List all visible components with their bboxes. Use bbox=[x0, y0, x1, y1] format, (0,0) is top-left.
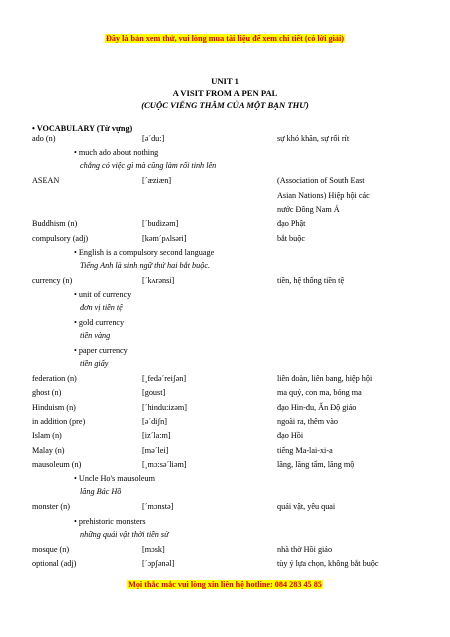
entry-meaning: lăng, lăng tẩm, lăng mộ bbox=[277, 459, 355, 469]
entry-pronunciation: [kəm´pʌlsəri] bbox=[142, 233, 187, 243]
entry-word: Islam (n) bbox=[32, 431, 62, 441]
entry-pronunciation: [mɔsk] bbox=[142, 544, 165, 554]
entry-word: optional (adj) bbox=[32, 558, 77, 568]
entry-meaning: tiếng Ma-lai-xi-a bbox=[277, 445, 333, 455]
entry-pronunciation: [mə´lei] bbox=[142, 445, 169, 455]
unit-heading: UNIT 1 bbox=[211, 76, 239, 86]
entry-meaning: nhà thờ Hồi giáo bbox=[277, 544, 333, 554]
entry-meaning: tùy ý lựa chọn, không bắt buộc bbox=[277, 558, 379, 568]
example-translation-text: đơn vị tiền tệ bbox=[80, 303, 123, 313]
entry-meaning: quái vật, yêu quai bbox=[277, 502, 336, 512]
example-text: • prehistoric monsters bbox=[74, 516, 146, 526]
entry-word: mausoleum (n) bbox=[32, 459, 82, 469]
entry-meaning: bắt buộc bbox=[277, 233, 305, 243]
entry-meaning: đạo Hồi bbox=[277, 431, 304, 441]
entry-meaning: ngoài ra, thêm vào bbox=[277, 417, 338, 426]
entry-word: ASEAN bbox=[32, 176, 60, 186]
lesson-subtitle: (CUỘC VIẾNG THĂM CỦA MỘT BẠN THƯ) bbox=[141, 100, 309, 110]
entry-word: mosque (n) bbox=[32, 544, 70, 554]
entry-meaning: đạo Phật bbox=[277, 219, 306, 229]
entry-word: Malay (n) bbox=[32, 445, 65, 455]
example-text: • English is a compulsory second language bbox=[74, 247, 215, 257]
entry-pronunciation: [´budizəm] bbox=[142, 219, 179, 229]
entry-pronunciation: [iz´la:m] bbox=[142, 431, 171, 441]
preview-notice-banner: Đây là bản xem thử, vui lòng mua tài liệu để xem chi tiết (có lời giải) bbox=[105, 34, 344, 43]
entry-meaning: (Association of South East bbox=[277, 176, 365, 186]
example-translation-text: chẳng có việc gì mà cũng làm rối tinh lên bbox=[80, 161, 217, 171]
entry-meaning: tiền, hệ thống tiền tệ bbox=[277, 275, 345, 285]
entry-word: Hinduism (n) bbox=[32, 402, 76, 412]
example-text: • Uncle Ho's mausoleum bbox=[74, 474, 155, 484]
entry-word: monster (n) bbox=[32, 502, 70, 512]
example-translation-text: tiền giấy bbox=[80, 359, 109, 369]
example-translation-text: tiền vàng bbox=[80, 331, 111, 341]
entry-pronunciation: [goust] bbox=[142, 388, 166, 398]
example-translation-text: những quái vật thời tiền sử bbox=[80, 529, 169, 539]
entry-pronunciation: [´hindu:izəm] bbox=[142, 402, 188, 412]
entry-pronunciation: [´æziæn] bbox=[142, 176, 172, 186]
entry-meaning: Asian Nations) Hiệp hội các bbox=[277, 190, 370, 200]
entry-word: Buddhism (n) bbox=[32, 219, 78, 229]
entry-word: ado (n) bbox=[32, 134, 56, 143]
entry-meaning: ma quỷ, con ma, bóng ma bbox=[277, 388, 362, 398]
example-text: • gold currency bbox=[74, 318, 125, 328]
entry-meaning: đạo Hin-đu, Ấn Độ giáo bbox=[277, 402, 357, 412]
example-translation-text: Tiếng Anh là sinh ngữ thứ hai bắt buộc. bbox=[80, 260, 211, 270]
entry-word: currency (n) bbox=[32, 275, 73, 285]
entry-meaning: nước Đông Nam Á bbox=[277, 204, 340, 214]
entry-pronunciation: [¸fedə´reiʃən] bbox=[142, 374, 187, 384]
example-text: • paper currency bbox=[74, 346, 128, 356]
hotline-banner: Mọi thắc mắc vui lòng xin liên hệ hotline: 084 283 45 85 bbox=[128, 580, 322, 589]
entry-word: in addition (pre) bbox=[32, 417, 86, 426]
entry-pronunciation: [´kʌrənsi] bbox=[142, 275, 175, 285]
entry-meaning: sự khó khăn, sự rối rít bbox=[277, 134, 350, 143]
entry-word: ghost (n) bbox=[32, 388, 62, 398]
example-text: • much ado about nothing bbox=[74, 148, 159, 158]
entry-pronunciation: [´ɔpʃənəl] bbox=[142, 558, 175, 568]
entry-pronunciation: [ə´du:] bbox=[142, 134, 165, 143]
entry-word: federation (n) bbox=[32, 374, 77, 384]
entry-word: compulsory (adj) bbox=[32, 233, 89, 243]
lesson-title: A VISIT FROM A PEN PAL bbox=[172, 88, 278, 98]
entry-pronunciation: [´mɔnstə] bbox=[142, 502, 174, 512]
entry-pronunciation: [ə´diʃn] bbox=[142, 417, 168, 426]
entry-meaning: liên đoàn, liên bang, hiệp hội bbox=[277, 374, 373, 384]
example-translation-text: lăng Bác Hồ bbox=[80, 487, 122, 497]
entry-pronunciation: [¸mɔ:sə´liəm] bbox=[142, 459, 187, 469]
example-text: • unit of currency bbox=[74, 290, 132, 300]
